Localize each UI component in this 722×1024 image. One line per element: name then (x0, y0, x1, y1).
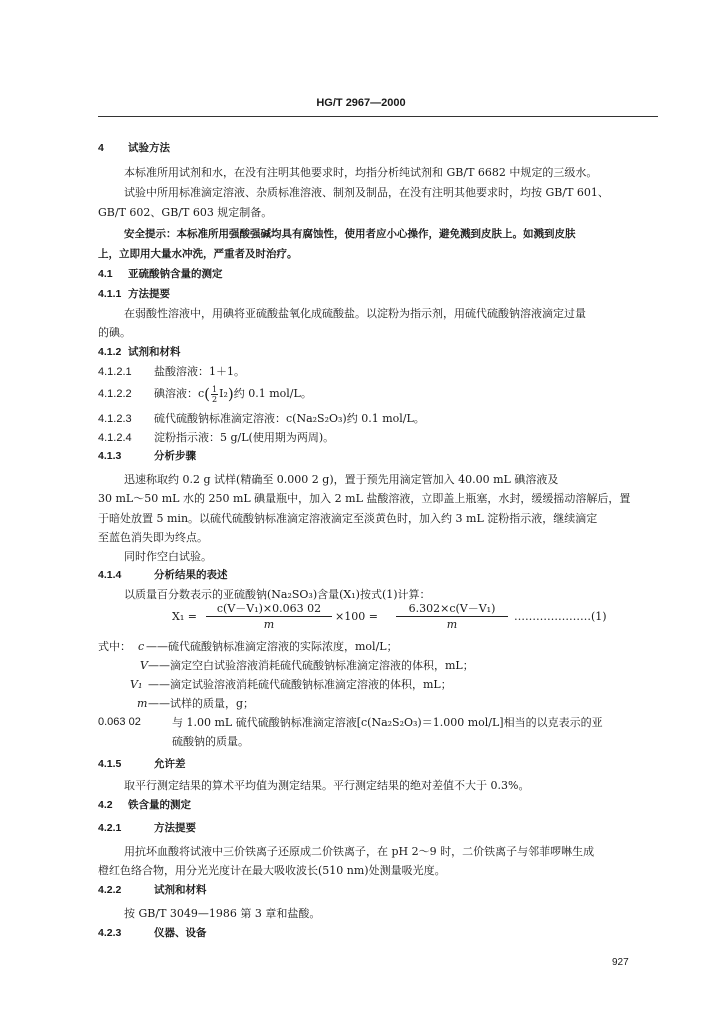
safety-notice: 安全提示：本标准所用强酸强碱均具有腐蚀性，使用者应小心操作，避免溅到皮肤上。如溅到皮肤 (124, 228, 576, 240)
formula-numerator: c(V－V₁)×0.063 02 (206, 602, 332, 617)
item-number: 4.1.2.2 (98, 388, 132, 400)
reagent-item (98, 429, 658, 446)
variable-symbol: V (140, 659, 148, 672)
item-number: 4.1.2.1 (98, 366, 132, 378)
item-text: 约 0.1 mol/L。 (233, 387, 312, 400)
chemical-species: I₂ (219, 387, 228, 400)
paragraph: 在弱酸性溶液中，用碘将亚硫酸盐氧化成硫酸盐。以淀粉为指示剂，用硫代硫酸钠溶液滴定过量 (124, 307, 586, 320)
item-text: 碘溶液：c (154, 387, 205, 400)
variable-definition (137, 695, 254, 712)
section-number: 4.2.2 (98, 884, 122, 896)
section-number: 4.1.2 (98, 346, 122, 358)
paragraph-continued: 的碘。 (98, 326, 131, 339)
formula-denominator: m (263, 618, 275, 631)
variable-dash: —— (148, 678, 170, 691)
reagent-item (98, 363, 658, 380)
inline-fraction (211, 385, 218, 404)
variable-definition (140, 657, 474, 674)
paragraph: 本标准所用试剂和水，在没有注明其他要求时，均指分析纯试剂和 GB/T 6682 中规定的三级水。 (124, 166, 598, 179)
section-4-2-heading (98, 797, 658, 814)
section-number: 4.2 (98, 799, 113, 811)
section-4-1-3-heading (98, 448, 658, 465)
paragraph: 迅速称取约 0.2 g 试样(精确至 0.000 2 g)，置于预先用滴定管加入 40.00 mL 碘溶液及 (124, 473, 559, 486)
paragraph: 取平行测定结果的算术平均值为测定结果。平行测定结果的绝对差值不大于 0.3%。 (124, 779, 530, 792)
section-number: 4.1.4 (98, 569, 122, 581)
formula-fraction-2 (396, 602, 508, 632)
section-title: 分析结果的表述 (154, 569, 228, 581)
left-paren: ( (204, 385, 211, 403)
section-4-2-1-heading (98, 820, 658, 837)
section-number: 4.1.5 (98, 758, 122, 770)
item-number: 4.1.2.4 (98, 432, 132, 444)
variable-symbol: V₁ (130, 678, 143, 691)
section-number: 4.1.1 (98, 288, 122, 300)
formula-middle: ×100 = (335, 610, 378, 623)
section-title: 仪器、设备 (154, 927, 207, 939)
paragraph: 按 GB/T 3049—1986 第 3 章和盐酸。 (124, 907, 321, 920)
section-4-heading (98, 140, 658, 157)
variable-definition (130, 676, 452, 693)
section-4-2-3-heading (98, 925, 658, 942)
constant-description: 与 1.00 mL 硫代硫酸钠标准滴定溶液[c(Na₂S₂O₃)＝1.000 mol/L]相当的以克表示的亚 (172, 716, 603, 729)
paragraph: 以质量百分数表示的亚硫酸钠(Na₂SO₃)含量(X₁)按式(1)计算： (124, 588, 431, 601)
variable-dash: —— (146, 640, 168, 653)
paragraph-continued: 至蓝色消失即为终点。 (98, 531, 208, 544)
paragraph: 试验中所用标准滴定溶液、杂质标准溶液、制剂及制品，在没有注明其他要求时，均按 GB/T 601、 (124, 186, 609, 199)
formula-fraction-1 (206, 602, 332, 632)
variable-symbol: c (138, 640, 145, 653)
right-paren: ) (227, 385, 234, 403)
reagent-item (98, 382, 658, 406)
formula-tag: …………………(1) (514, 610, 607, 623)
section-title: 方法提要 (128, 288, 170, 300)
variable-description: 滴定试验溶液消耗硫代硫酸钠标准滴定溶液的体积，mL； (170, 678, 452, 691)
section-4-1-heading (98, 266, 658, 283)
page-number: 927 (612, 957, 629, 968)
section-4-1-2-heading (98, 344, 658, 361)
paragraph: 同时作空白试验。 (124, 550, 212, 563)
constant-value: 0.063 02 (98, 716, 141, 728)
constant-description-continued: 硫酸钠的质量。 (172, 735, 249, 748)
variable-description: 试样的质量，g； (170, 697, 255, 710)
paragraph-continued: 30 mL～50 mL 水的 250 mL 碘量瓶中，加入 2 mL 盐酸溶液，立即盖上瓶塞，水封，缓缓摇动溶解后，置 (98, 492, 631, 505)
formula-lhs: X₁ = (172, 610, 197, 623)
section-title: 试剂和材料 (128, 346, 181, 358)
fraction-numerator: 1 (212, 384, 218, 394)
section-title: 亚硫酸钠含量的测定 (128, 268, 223, 280)
section-title: 允许差 (154, 758, 186, 770)
paragraph-continued: 于暗处放置 5 min。以硫代硫酸钠标准滴定溶液滴定至淡黄色时，加入约 3 mL 淀粉指示液，继续滴定 (98, 512, 598, 525)
header-rule (98, 116, 658, 117)
section-number: 4.1.3 (98, 450, 122, 462)
variable-description: 滴定空白试验溶液消耗硫代硫酸钠标准滴定溶液的体积，mL； (170, 659, 474, 672)
item-text: 淀粉指示液：5 g/L(使用期为两周)。 (154, 431, 335, 444)
section-title: 试验方法 (128, 142, 170, 154)
fraction-denominator: 2 (212, 394, 218, 404)
section-title: 方法提要 (154, 822, 196, 834)
section-title: 铁含量的测定 (128, 799, 191, 811)
formula-numerator: 6.302×c(V－V₁) (396, 602, 508, 617)
formula-denominator: m (446, 618, 458, 631)
variable-definition (138, 638, 398, 655)
section-title: 试剂和材料 (154, 884, 207, 896)
section-title: 分析步骤 (154, 450, 196, 462)
paragraph-continued: GB/T 602、GB/T 603 规定制备。 (98, 206, 273, 219)
section-4-2-2-heading (98, 882, 658, 899)
variable-description: 硫代硫酸钠标准滴定溶液的实际浓度，mol/L； (168, 640, 398, 653)
item-text: 盐酸溶液：1＋1。 (154, 365, 245, 378)
item-text: 硫代硫酸钠标准滴定溶液：c(Na₂S₂O₃)约 0.1 mol/L。 (154, 412, 425, 425)
section-4-1-4-heading (98, 567, 658, 584)
section-4-1-5-heading (98, 756, 658, 773)
variable-dash: —— (148, 659, 170, 672)
item-number: 4.1.2.3 (98, 413, 132, 425)
section-number: 4.2.1 (98, 822, 122, 834)
reagent-item (98, 410, 658, 427)
where-label: 式中： (98, 640, 131, 653)
paragraph: 用抗坏血酸将试液中三价铁离子还原成二价铁离子，在 pH 2～9 时，二价铁离子与邻菲啰啉生成 (124, 845, 595, 858)
paragraph-continued: 橙红色络合物，用分光光度计在最大吸收波长(510 nm)处测量吸光度。 (98, 864, 446, 877)
safety-notice-continued: 上，立即用大量水冲洗，严重者及时治疗。 (98, 248, 298, 260)
standard-code-header: HG/T 2967—2000 (316, 97, 406, 109)
variable-symbol: m (137, 697, 148, 710)
section-number: 4 (98, 142, 104, 154)
variable-dash: —— (148, 697, 170, 710)
section-number: 4.1 (98, 268, 113, 280)
formula-1 (172, 602, 658, 636)
section-number: 4.2.3 (98, 927, 122, 939)
section-4-1-1-heading (98, 286, 658, 303)
